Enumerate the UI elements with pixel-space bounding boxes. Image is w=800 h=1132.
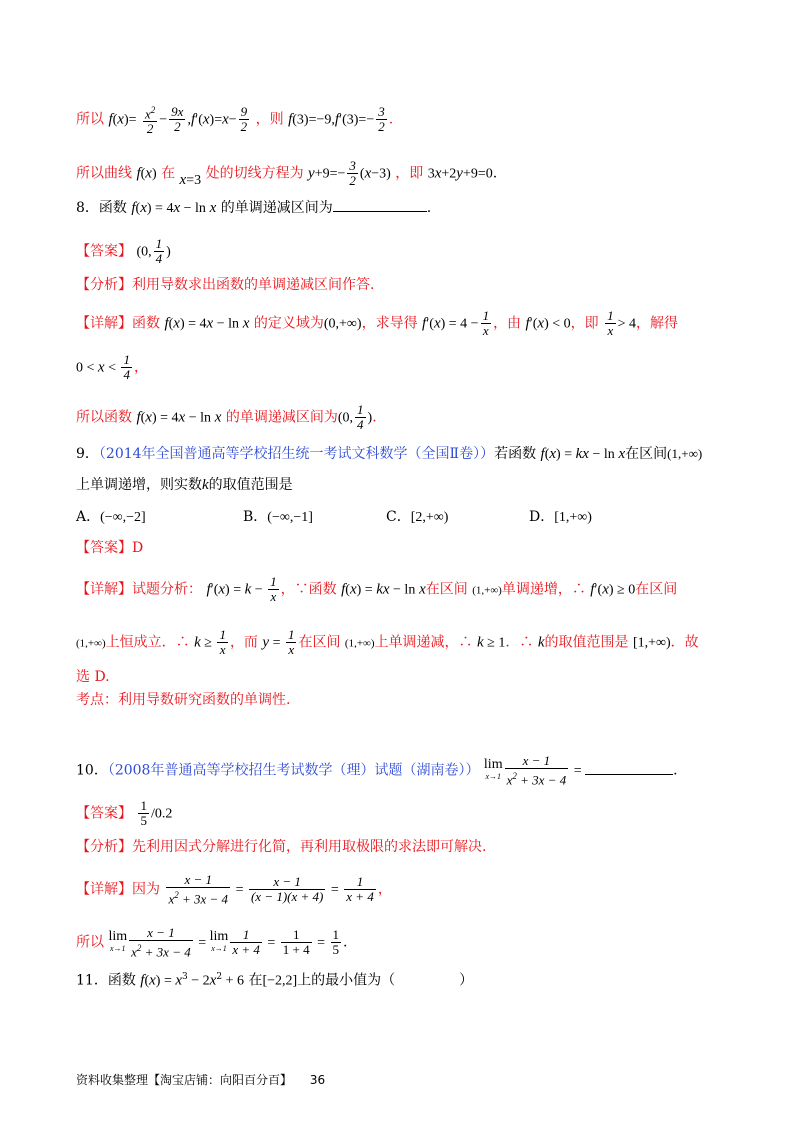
- q10-analysis: [76, 837, 730, 857]
- text: .: [343, 934, 348, 951]
- q10-detail: 【详解】因为 $\frac{x - 1}{x^2 + 3x - 4}$ = $\frac{x - 1}{(x - 1)(x + 4)}$ = $\frac{1}{x + 4}$ ，: [76, 872, 392, 907]
- analysis-text: 先利用因式分解进行化简，再利用取极限的求法即可解决.: [132, 839, 487, 855]
- answer-tag: 【答案】: [76, 540, 132, 556]
- question-11: 11．函数 $f(x) = x^3 - 2x^2 + 6$ 在[−2,2]上的最小值为（ ）: [76, 972, 474, 989]
- text: 函数: [98, 200, 127, 216]
- text: 在区间: [425, 581, 468, 598]
- text: ，则: [255, 111, 284, 128]
- text: ，即: [395, 165, 424, 182]
- text: 在区间: [298, 634, 341, 651]
- limit: lim x→1: [108, 928, 128, 953]
- fraction: $\frac{1}{x}$: [270, 574, 277, 604]
- text: 所以: [76, 111, 104, 128]
- question-9: 9．（2014年全国普通高等学校招生统一考试文科数学（全国Ⅱ卷））若函数 f(x) = kx − ln x在区间(1,+∞): [76, 446, 703, 462]
- text: ）: [459, 972, 474, 989]
- answer-value: D: [132, 540, 144, 556]
- q9-keypoint: 考点：利用导数研究函数的单调性.: [76, 692, 291, 708]
- fraction: $\frac{1}{4}$: [123, 352, 130, 382]
- text: 的单调递减区间为: [225, 409, 338, 426]
- text: 函数: [132, 315, 160, 332]
- text: 上的最小值为（: [297, 972, 396, 989]
- text: ，由: [493, 315, 522, 332]
- footer-text: 资料收集整理【淘宝店铺：向阳百分百】: [76, 1073, 293, 1087]
- text: ．故: [670, 634, 699, 651]
- analysis-tag: 【分析】: [76, 839, 132, 855]
- detail-tag: 【详解】: [76, 315, 132, 332]
- q8-analysis: [76, 275, 730, 295]
- q8-detail-cont: 0 < x < $\frac{1}{4}$ ，: [76, 352, 148, 382]
- q8-detail: 【详解】函数 f(x) = 4x − ln x 的定义域为(0,+∞)，求导得 f′(x) = 4 − $\frac{1}{x}$ ，由 f′(x) < 0，即 $\frac{1}{x}$ > 4，解得: [76, 308, 679, 338]
- text: 因为: [132, 881, 160, 898]
- q9-detail-cont: (1,+∞)上恒成立．∴ k ≥ $\frac{1}{x}$ ，而 y = $\frac{1}{x}$ 在区间 (1,+∞)上单调递减，∴ k ≥ 1．∴ k的取值范围是 [1,+∞)．故: [76, 627, 699, 657]
- question-9-cont: 上单调递增，则实数k的取值范围是: [76, 477, 293, 493]
- fraction: $\frac{x - 1}{x^2 + 3x - 4}$: [506, 753, 567, 788]
- text: 的取值范围是: [208, 477, 293, 493]
- fraction: $\frac{1}{x + 4}$: [346, 874, 374, 905]
- answer-alt: 0.2: [154, 806, 173, 822]
- solution-line-1: 所以 f(x)= $\frac{x^2}{2}$ − $\frac{9x}{2}$ ,f′(x)=x− $\frac{9}{2}$ ，则 f(3)=−9,f′(3)=− $\frac{3}{2}$ .: [76, 104, 394, 137]
- text: .: [673, 762, 678, 779]
- text: 所以函数: [76, 409, 132, 426]
- answer-tag: 【答案】: [76, 805, 132, 822]
- fraction: $\frac{1}{x}$: [219, 627, 226, 657]
- answer-tag: 【答案】: [76, 243, 132, 260]
- option-label: C．: [386, 509, 411, 525]
- question-source: （2014年全国普通高等学校招生统一考试文科数学（全国Ⅱ卷））: [98, 446, 495, 462]
- text: .: [426, 200, 432, 216]
- question-10: 10．（2008年普通高等学校招生考试数学（理）试题（湖南卷）） lim x→1 $\frac{x - 1}{x^2 + 3x - 4}$ = .: [76, 753, 678, 788]
- option-label: B．: [243, 509, 268, 525]
- q9-detail-end: 选 D.: [76, 669, 110, 685]
- fraction: $\frac{1}{x}$: [482, 308, 490, 338]
- analysis-tag: 【分析】: [76, 277, 132, 293]
- text: 处的切线方程为: [205, 165, 304, 182]
- fraction: $\frac{1}{x + 4}$: [232, 927, 260, 958]
- fraction: $\frac{1}{x}$: [607, 308, 614, 338]
- q9-answer: [76, 538, 730, 558]
- answer-blank: [585, 760, 673, 775]
- text: 的单调递减区间为: [220, 200, 333, 216]
- page-footer: [76, 1071, 325, 1088]
- text: 的定义域为: [253, 315, 324, 332]
- text: 上恒成立．∴: [105, 634, 190, 651]
- formula-f: f: [108, 111, 113, 128]
- fraction: $\frac{1}{x}$: [287, 627, 295, 657]
- page-number: 36: [309, 1073, 326, 1087]
- q9-detail: 【详解】试题分析： f′(x) = k − $\frac{1}{x}$ ，∵函数 f(x) = kx − ln x在区间 (1,+∞)单调递增，∴ f′(x) ≥ 0在区间: [76, 574, 678, 604]
- q8-conclusion: 所以函数 f(x) = 4x − ln x 的单调递减区间为(0, $\frac{1}{4}$ ).: [76, 402, 377, 432]
- question-number: 8．: [76, 200, 99, 216]
- fraction: $\frac{9x}{2}$: [171, 104, 184, 135]
- option-value: (−∞,−1]: [267, 510, 313, 525]
- text: 在: [161, 165, 176, 182]
- q10-conclusion: 所以 lim x→1 $\frac{x - 1}{x^2 + 3x - 4}$ = lim x→1 $\frac{1}{x + 4}$ = $\frac{1}{1 + 4}$ = $\frac{1}{5}$ .: [76, 925, 348, 960]
- text: ，∵函数: [280, 581, 337, 598]
- limit: lim x→1: [209, 928, 229, 953]
- text: .: [492, 165, 498, 182]
- question-number: 11．: [76, 972, 108, 989]
- text: .: [372, 409, 377, 426]
- question-8: 8．函数 f(x) = 4x − ln x 的单调递减区间为 .: [76, 197, 730, 219]
- text: ，解得: [636, 315, 679, 332]
- fraction: $\frac{x - 1}{x^2 + 3x - 4}$: [168, 872, 229, 907]
- option-value: [2,+∞): [410, 510, 449, 525]
- answer-blank: [333, 197, 427, 212]
- option-label: A．: [76, 509, 101, 525]
- fraction: $\frac{1}{5}$: [332, 927, 340, 958]
- question-source: （2008年普通高等学校招生考试数学（理）试题（湖南卷））: [107, 762, 480, 779]
- text: 上单调递减，∴: [374, 634, 473, 651]
- text: .: [388, 111, 394, 128]
- text: 所以: [76, 934, 104, 951]
- option-a[interactable]: [76, 506, 146, 526]
- text: 所以曲线: [76, 165, 132, 182]
- text: 上单调递增，则实数: [76, 477, 202, 493]
- fraction: $\frac{1}{5}$: [140, 798, 147, 828]
- text: ，: [133, 359, 148, 376]
- analysis-text: 利用导数求出函数的单调递减区间作答.: [132, 277, 375, 293]
- text: 试题分析：: [132, 581, 202, 598]
- option-value: [1,+∞): [554, 510, 592, 525]
- option-d[interactable]: [529, 506, 592, 526]
- fraction: $\frac{x - 1}{x^2 + 3x - 4}$: [131, 925, 191, 960]
- fraction: $\frac{x^2}{2}$: [144, 105, 156, 137]
- text: ，: [377, 881, 392, 898]
- fraction: $\frac{1}{4}$: [155, 236, 163, 266]
- question-number: 9．: [76, 446, 99, 462]
- text: 在区间: [635, 581, 678, 598]
- text: 函数: [107, 972, 136, 989]
- text: 若函数: [494, 446, 537, 462]
- fraction: $\frac{3}{2}$: [378, 104, 385, 135]
- text: 的取值范围是: [544, 634, 629, 651]
- detail-tag: 【详解】: [76, 881, 132, 898]
- text: ，而: [229, 634, 258, 651]
- text: ，即: [570, 315, 599, 332]
- option-label: D．: [529, 509, 555, 525]
- fraction: $\frac{9}{2}$: [240, 104, 248, 135]
- detail-tag: 【详解】: [76, 581, 132, 598]
- text: ，求导得: [361, 315, 418, 332]
- option-value: (−∞,−2]: [100, 510, 146, 525]
- fraction: $\frac{x - 1}{(x - 1)(x + 4)}$: [250, 874, 324, 905]
- q10-answer: 【答案】 $\frac{1}{5}$ /0.2: [76, 798, 173, 828]
- limit: lim x→1: [483, 756, 503, 781]
- text: 在: [248, 972, 263, 989]
- text: 单调递增，∴: [501, 581, 586, 598]
- fraction: $\frac{1}{1 + 4}$: [282, 927, 310, 958]
- option-c[interactable]: [386, 506, 448, 526]
- text: 在区间: [625, 446, 668, 462]
- option-b[interactable]: [243, 506, 313, 526]
- q8-answer: 【答案】 (0, $\frac{1}{4}$ ): [76, 236, 171, 266]
- fraction: $\frac{3}{2}$: [349, 158, 356, 188]
- solution-line-2: 所以曲线 f(x) 在 x=3 处的切线方程为 y+9=− $\frac{3}{2}$ (x−3) ，即 3x+2y+9=0.: [76, 158, 498, 188]
- question-number: 10．: [76, 762, 108, 779]
- text: ．∴: [505, 634, 534, 651]
- fraction: $\frac{1}{4}$: [357, 402, 364, 432]
